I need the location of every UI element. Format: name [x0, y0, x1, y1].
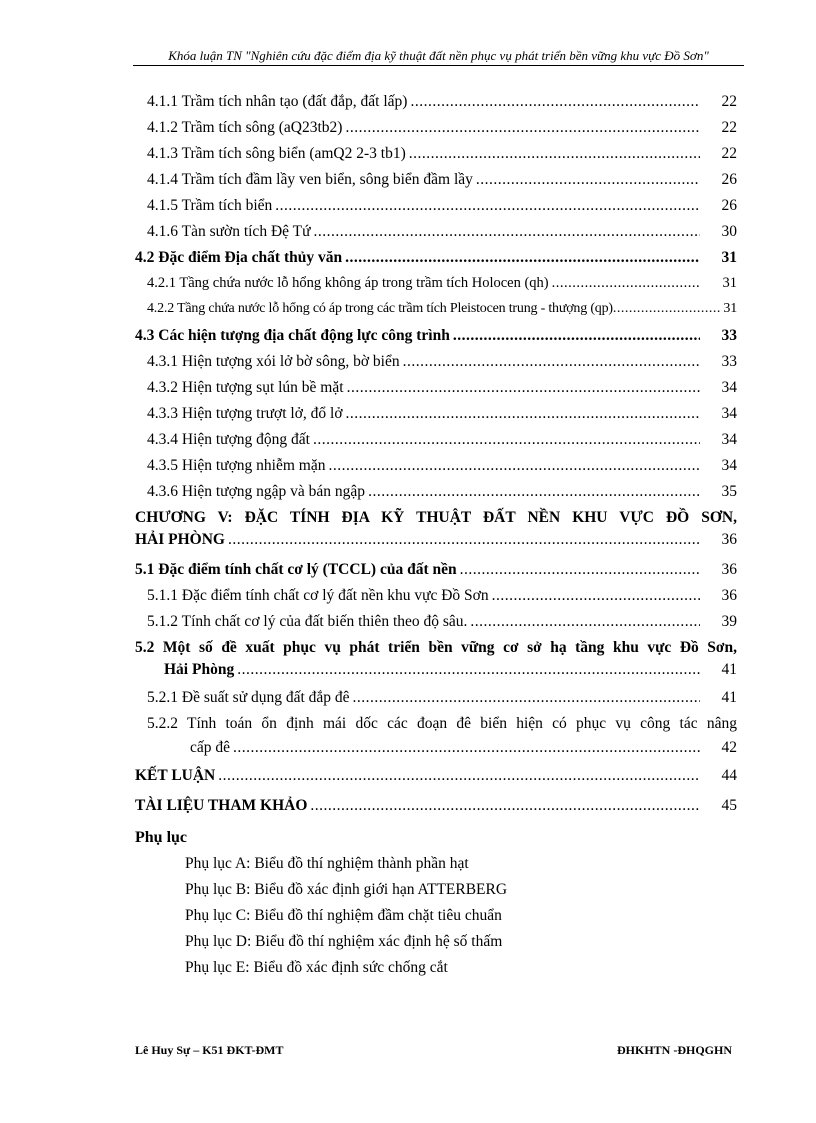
- toc-entry[interactable]: [147, 145, 737, 171]
- toc-section-title-line1[interactable]: 5.2 Một số đề xuất phục vụ phát triển bền vững cơ sở hạ tầng khu vực Đồ Sơn,: [135, 639, 737, 656]
- toc-entry-title: 4.1.4 Trầm tích đầm lầy ven biển, sông biển đầm lầy: [147, 171, 473, 188]
- toc-page-number: 34: [721, 405, 737, 422]
- toc-page-number: 30: [721, 223, 737, 240]
- toc-leader: [353, 689, 700, 707]
- toc-leader: [218, 767, 700, 785]
- toc-leader: [613, 301, 721, 317]
- toc-page-number: 35: [721, 483, 737, 500]
- running-header: Khóa luận TN "Nghiên cứu đặc điểm địa kỹ thuật đất nền phục vụ phát triển bền vững khu vực Đồ Sơn": [168, 48, 709, 63]
- toc-page-number: 36: [721, 561, 737, 578]
- toc-page-number: 26: [721, 171, 737, 188]
- toc-leader: [345, 249, 700, 267]
- toc-leader: [347, 379, 700, 397]
- toc-entry[interactable]: [147, 431, 737, 457]
- toc-entry-title-line1[interactable]: 5.2.2 Tính toán ổn định mái dốc các đoạn đê biển hiện có phục vụ công tác nâng: [147, 715, 737, 732]
- toc-entry-title: 5.1.2 Tính chất cơ lý của đất biến thiên theo độ sâu.: [147, 613, 468, 630]
- toc-page-number: 34: [721, 457, 737, 474]
- toc-page-number: 36: [721, 531, 737, 548]
- toc-page-number: 36: [721, 587, 737, 604]
- toc-entry-title: 4.1.3 Trầm tích sông biển (amQ2 2-3 tb1): [147, 145, 406, 162]
- toc-entry-title: KẾT LUẬN: [135, 767, 216, 784]
- toc-entry[interactable]: [147, 587, 737, 613]
- toc-chapter-entry[interactable]: [135, 531, 737, 557]
- toc-page-number: 41: [721, 689, 737, 706]
- toc-leader: [313, 223, 700, 241]
- toc-entry[interactable]: [147, 197, 737, 223]
- footer-author: Lê Huy Sự – K51 ĐKT-ĐMT: [135, 1043, 284, 1057]
- toc-section-entry[interactable]: [164, 661, 737, 687]
- toc-page-number: 33: [721, 327, 737, 344]
- toc-leader: [237, 661, 700, 679]
- toc-chapter-entry[interactable]: [135, 797, 737, 823]
- toc-entry-title: 4.1.1 Trầm tích nhân tạo (đất đắp, đất lấp): [147, 93, 408, 110]
- toc-section-entry[interactable]: [135, 249, 737, 275]
- toc-page-number: 45: [721, 797, 737, 814]
- toc-entry-title: 4.3.2 Hiện tượng sụt lún bề mặt: [147, 379, 344, 396]
- toc-leader: [310, 797, 700, 815]
- toc-chapter-entry[interactable]: [135, 767, 737, 793]
- toc-leader: [328, 457, 700, 475]
- footer-institution: ĐHKHTN -ĐHQGHN: [616, 1043, 732, 1057]
- toc-entry[interactable]: [147, 613, 737, 639]
- toc-entry[interactable]: [147, 171, 737, 197]
- toc-page-number: 44: [721, 767, 737, 784]
- toc-leader: [492, 587, 700, 605]
- toc-entry-title: HẢI PHÒNG: [135, 531, 225, 548]
- toc-leader: [552, 275, 700, 292]
- toc-entry[interactable]: [147, 689, 737, 715]
- toc-entry-title: 4.1.6 Tàn sườn tích Đệ Tứ: [147, 223, 311, 240]
- toc-section-entry[interactable]: [135, 327, 737, 353]
- toc-entry-title: 5.1.1 Đặc điểm tính chất cơ lý đất nền khu vực Đồ Sơn: [147, 587, 489, 604]
- toc-entry[interactable]: [147, 301, 737, 327]
- toc-entry[interactable]: [147, 119, 737, 145]
- toc-entry-title: 4.2.2 Tầng chứa nước lỗ hổng có áp trong các trầm tích Pleistocen trung - thượng (qp): [147, 301, 613, 316]
- toc-entry-title: cấp đê: [190, 739, 231, 756]
- toc-leader: [275, 197, 700, 215]
- toc-entry-title: Hải Phòng: [164, 661, 235, 678]
- toc-entry-title: 5.2.1 Đề suất sử dụng đất đắp đê: [147, 689, 350, 706]
- toc-leader: [233, 739, 700, 757]
- toc-entry[interactable]: [147, 93, 737, 119]
- toc-entry[interactable]: [147, 353, 737, 379]
- toc-entry-title: 4.3.1 Hiện tượng xói lở bờ sông, bờ biển: [147, 353, 400, 370]
- toc-page-number: 26: [721, 197, 737, 214]
- toc-entry-title: 4.3.3 Hiện tượng trượt lở, đổ lở: [147, 405, 343, 422]
- toc-entry-title: 4.1.2 Trầm tích sông (aQ23tb2): [147, 119, 343, 136]
- toc-entry[interactable]: [190, 739, 737, 765]
- appendix-item[interactable]: Phụ lục D: Biểu đồ thí nghiệm xác định hệ số thấm: [185, 933, 503, 950]
- appendix-item[interactable]: Phụ lục E: Biểu đồ xác định sức chống cắt: [185, 959, 448, 976]
- appendix-item[interactable]: Phụ lục B: Biểu đồ xác định giới hạn ATTERBERG: [185, 881, 508, 898]
- toc-entry-title: TÀI LIỆU THAM KHẢO: [135, 797, 308, 814]
- toc-page-number: 42: [721, 739, 737, 756]
- toc-entry-title: 5.1 Đặc điểm tính chất cơ lý (TCCL) của đất nền: [135, 561, 457, 578]
- toc-entry[interactable]: [147, 379, 737, 405]
- toc-leader: [346, 405, 700, 423]
- toc-chapter-title-line1[interactable]: CHƯƠNG V: ĐẶC TÍNH ĐỊA KỸ THUẬT ĐẤT NỀN KHU VỰC ĐỒ SƠN,: [135, 509, 737, 526]
- toc-section-entry[interactable]: [135, 561, 737, 587]
- toc-leader: [403, 353, 700, 371]
- toc-leader: [453, 327, 700, 345]
- toc-leader: [345, 119, 700, 137]
- toc-page-number: 31: [722, 275, 737, 291]
- toc-page-number: 22: [721, 119, 737, 136]
- toc-leader: [470, 613, 700, 631]
- toc-leader: [410, 93, 700, 111]
- toc-leader: [409, 145, 700, 163]
- toc-entry[interactable]: [147, 457, 737, 483]
- toc-page-number: 22: [721, 145, 737, 162]
- toc-leader: [460, 561, 700, 579]
- toc-entry-title: 4.3.6 Hiện tượng ngập và bán ngập: [147, 483, 366, 500]
- toc-page-number: 34: [721, 431, 737, 448]
- toc-entry-title: 4.1.5 Trầm tích biển: [147, 197, 273, 214]
- toc-leader: [368, 483, 700, 501]
- toc-entry[interactable]: [147, 223, 737, 249]
- toc-entry-title: 4.2 Đặc điểm Địa chất thủy văn: [135, 249, 343, 266]
- header-rule: [133, 65, 744, 66]
- toc-entry-title: 4.3 Các hiện tượng địa chất động lực công trình: [135, 327, 450, 344]
- toc-page-number: 39: [721, 613, 737, 630]
- toc-entry-title: 4.3.5 Hiện tượng nhiễm mặn: [147, 457, 326, 474]
- toc-entry[interactable]: [147, 483, 737, 509]
- toc-page-number: 33: [721, 353, 737, 370]
- appendix-item[interactable]: Phụ lục A: Biểu đồ thí nghiệm thành phần hạt: [185, 855, 469, 872]
- toc-page-number: 22: [721, 93, 737, 110]
- toc-page-number: 41: [721, 661, 737, 678]
- toc-page-number: 31: [721, 249, 737, 266]
- toc-entry-title: 4.3.4 Hiện tượng động đất: [147, 431, 310, 448]
- toc-page-number: 31: [723, 301, 737, 316]
- toc-entry[interactable]: [147, 405, 737, 431]
- appendix-item[interactable]: Phụ lục C: Biểu đồ thí nghiệm đầm chặt tiêu chuẩn: [185, 907, 502, 924]
- toc-leader: [313, 431, 700, 449]
- toc-leader: [476, 171, 700, 189]
- toc-leader: [228, 531, 700, 549]
- toc-entry-title: 4.2.1 Tầng chứa nước lỗ hổng không áp trong trầm tích Holocen (qh): [147, 275, 549, 291]
- toc-page-number: 34: [721, 379, 737, 396]
- toc-entry[interactable]: [147, 275, 737, 301]
- appendix-title: Phụ lục: [135, 829, 188, 846]
